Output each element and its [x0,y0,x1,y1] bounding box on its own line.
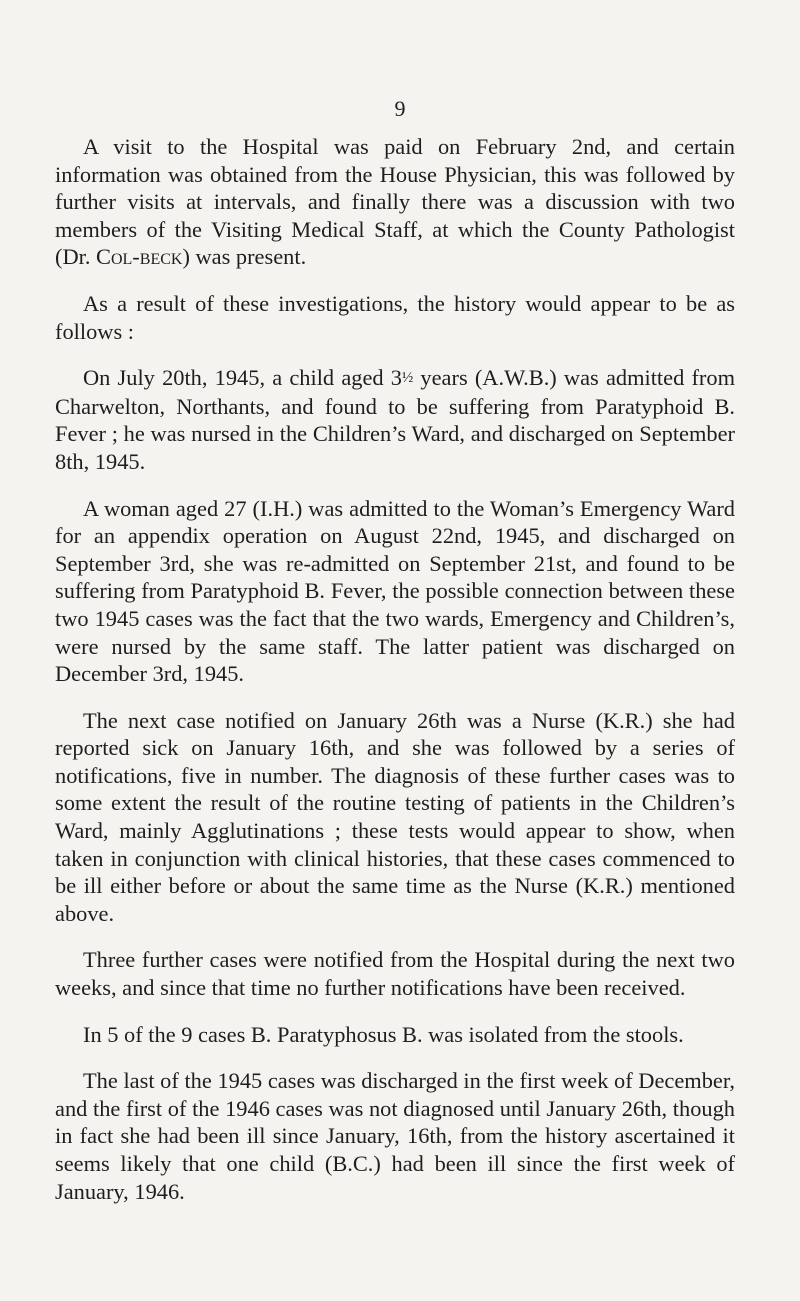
paragraph-1-tail: ) was present. [182,244,307,270]
paragraph-history-intro: As a result of these investigations, the history would appear to be as follows : [55,290,735,344]
paragraph-isolation: In 5 of the 9 cases B. Paratyphosus B. was isolated from the stools. [83,1021,684,1047]
paragraph-woman-case: A woman aged 27 (I.H.) was admitted to the Woman’s Emergency Ward for an appendix operation on August 22nd, 1945, and discharged on September 3rd, she was re-admitted on September 21st, and found to be suffering from Paratyphoid B. Fever, the possible connection between these two 1945 cases was the fact that the two wards, Emergency and Children’s, were nursed by the same staff. The latter patient was discharged on December 3rd, 1945. [55,495,735,687]
paragraph-timeline: The last of the 1945 cases was discharged in the first week of December, and the first of the 1946 cases was not diagnosed until January 26th, though in fact she had been ill since January, 16th, from the history ascertained it seems likely that one child (B.C.) had been ill since the first week of January, 1946. [55,1068,735,1204]
page-number: 9 [394,96,406,121]
paragraph-hospital-visit [55,133,735,271]
paragraph-further-cases: Three further cases were notified from the Hospital during the next two weeks, and since that time no further notifications have been received. [55,947,735,1001]
age-fraction: ½ [401,370,414,387]
paragraph-3-text: On July 20th, 1945, a child aged 3 [83,365,402,391]
body-text [55,133,735,1224]
paragraph-1-text: A visit to the Hospital was paid on February 2nd, and certain information was obtained from the House Physician, this was followed by further visits at intervals, and finally there was a discussion with two members of the Visiting Medical Staff, at which the County Pathologist (Dr. [55,134,735,270]
paragraph-3-tail: years (A.W.B.) was admitted from Charwelton, Northants, and found to be suffering from Paratyphoid B. Fever ; he was nursed in the Children’s Ward, and discharged on September 8th, 1945. [55,365,736,474]
paragraph-child-case [55,364,735,475]
paragraph-nurse-case: The next case notified on January 26th was a Nurse (K.R.) she had reported sick on January 16th, and she was followed by a series of notifications, five in number. The diagnosis of these further cases was to some extent the result of the routine testing of patients in the Children’s Ward, mainly Agglutinations ; these tests would appear to show, when taken in conjunction with clinical histories, that these cases commenced to be ill either before or about the same time as the Nurse (K.R.) mentioned above. [55,707,735,926]
pathologist-name: Col-beck [96,244,183,270]
